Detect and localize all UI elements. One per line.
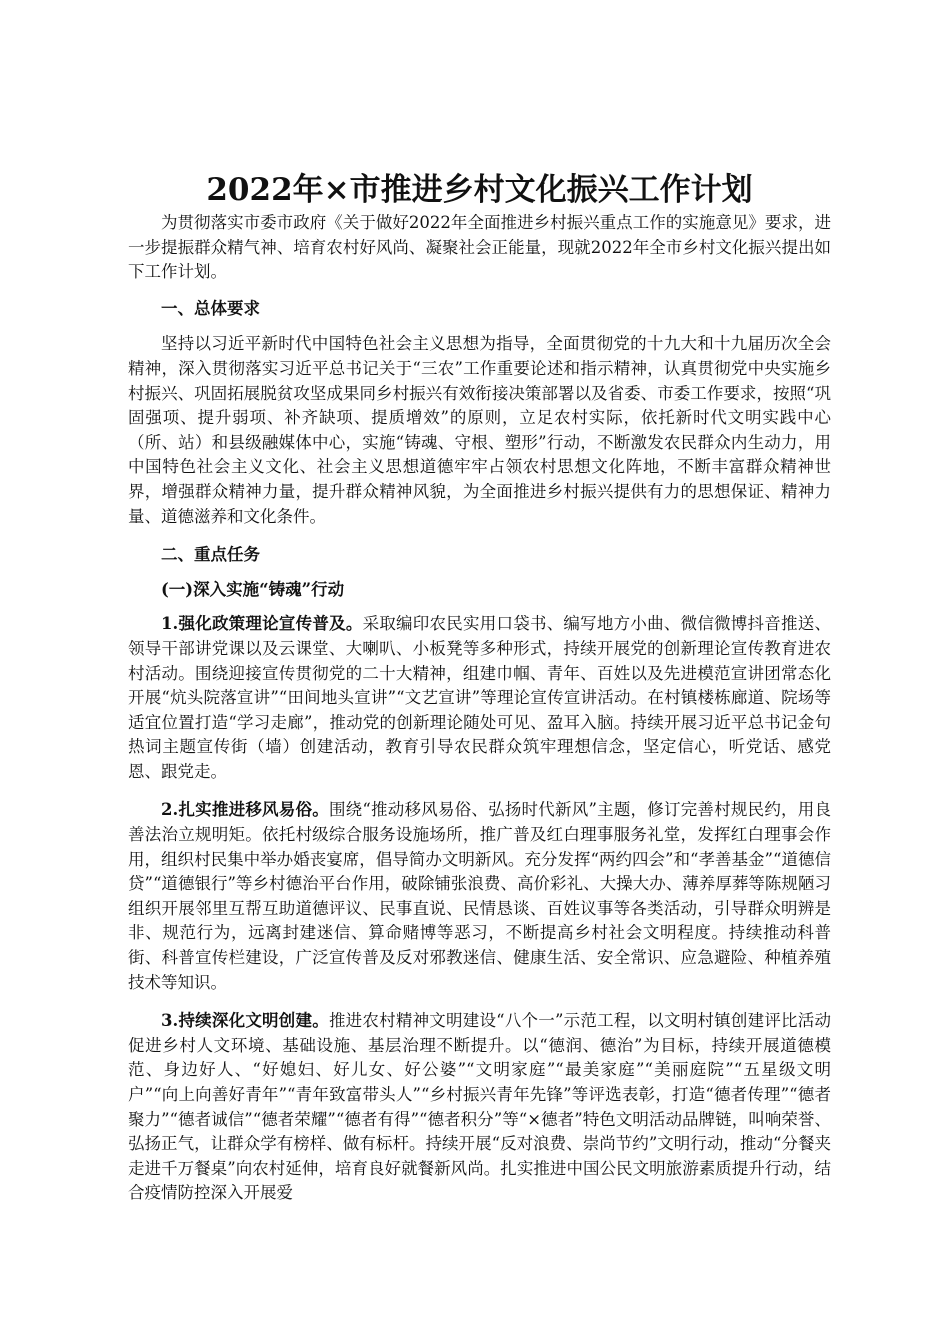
- subsection-heading-soul-casting: (一)深入实施“铸魂”行动: [161, 579, 345, 599]
- item-paragraph-civilization-creation: [128, 1009, 831, 1206]
- document-body: [128, 168, 831, 1206]
- item-lead-policy-theory: 1.强化政策理论宣传普及。: [161, 614, 363, 634]
- item-body-customs-reform: 围绕“推动移风易俗、弘扬时代新风”主题，修订完善村规民约，用良善法治立规明矩。依托村级综合服务设施场所，推广普及红白理事服务礼堂，发挥红白理事会作用，组织村民集中举办婚丧宴席，倡导简办文明新风。充分发挥“两约四会”和“孝善基金”“道德信贷”“道德银行”等乡村德治平台作用，破除铺张浪费、高价彩礼、大操大办、薄养厚葬等陈规陋习组织开展邻里互帮互助道德评议、民事直说、民情恳谈、百姓议事等各类活动，引导群众明辨是非、规范行为，远离封建迷信、算命赌博等恶习，不断提高乡村社会文明程度。持续推动科普街、科普宣传栏建设，广泛宣传普及反对邪教迷信、健康生活、安全常识、应急避险、种植养殖技术等知识。: [128, 800, 831, 992]
- item-body-policy-theory: 采取编印农民实用口袋书、编写地方小曲、微信微博抖音推送、领导干部讲党课以及云课堂、大喇叭、小板凳等多种形式，持续开展党的创新理论宣传教育进农村活动。围绕迎接宣传贯彻党的二十大精神，组建巾帼、青年、百姓以及先进模范宣讲团常态化开展“炕头院落宣讲”“田间地头宣讲”“文艺宣讲”等理论宣传宣讲活动。在村镇楼栋廊道、院场等适宜位置打造“学习走廊”，推动党的创新理论随处可见、盈耳入脑。持续开展习近平总书记金句热词主题宣传街（墙）创建活动，教育引导农民群众筑牢理想信念，坚定信心，听党话、感党恩、跟党走。: [128, 614, 831, 781]
- document-title: 2022年×市推进乡村文化振兴工作计划: [206, 172, 753, 208]
- item-lead-civilization-creation: 3.持续深化文明创建。: [161, 1011, 329, 1031]
- section-heading-general-requirements: 一、总体要求: [161, 298, 260, 318]
- item-body-civilization-creation: 推进农村精神文明建设“八个一”示范工程，以文明村镇创建评比活动促进乡村人文环境、基础设施、基层治理不断提升。以“德润、德治”为目标，持续开展道德模范、身边好人、“好媳妇、好儿女、好公婆”“文明家庭”“最美家庭”“美丽庭院”“五星级文明户”“向上向善好青年”“青年致富带头人”“乡村振兴青年先锋”等评选表彰，打造“德者传理”“德者聚力”“德者诚信”“德者荣耀”“德者有得”“德者积分”等“×德者”特色文明活动品牌链，叫响荣誉、弘扬正气，让群众学有榜样、做有标杆。持续开展“反对浪费、崇尚节约”文明行动，推动“分餐夹走进千万餐桌”向农村延伸，培育良好就餐新风尚。扎实推进中国公民文明旅游素质提升行动，结合疫情防控深入开展爱: [128, 1011, 831, 1203]
- section-heading-key-tasks: 二、重点任务: [161, 545, 260, 565]
- item-paragraph-customs-reform: [128, 798, 831, 995]
- item-lead-customs-reform: 2.扎实推进移风易俗。: [161, 800, 329, 820]
- general-requirements-paragraph: 坚持以习近平新时代中国特色社会主义思想为指导，全面贯彻党的十九大和十九届历次全会精神，深入贯彻落实习近平总书记关于“三农”工作重要论述和指示精神，认真贯彻党中央实施乡村振兴、巩固拓展脱贫攻坚成果同乡村振兴有效衔接决策部署以及省委、市委工作要求，按照“巩固强项、提升弱项、补齐缺项、提质增效”的原则，立足农村实际，依托新时代文明实践中心（所、站）和县级融媒体中心，实施“铸魂、守根、塑形”行动，不断激发农民群众内生动力，用中国特色社会主义文化、社会主义思想道德牢牢占领农村思想文化阵地，不断丰富群众精神世界，增强群众精神力量，提升群众精神风貌，为全面推进乡村振兴提供有力的思想保证、精神力量、道德滋养和文化条件。: [128, 334, 831, 526]
- item-paragraph-policy-theory: [128, 612, 831, 784]
- intro-paragraph: 为贯彻落实市委市政府《关于做好2022年全面推进乡村振兴重点工作的实施意见》要求，进一步提振群众精气神、培育农村好风尚、凝聚社会正能量，现就2022年全市乡村文化振兴提出如下工作计划。: [128, 213, 831, 282]
